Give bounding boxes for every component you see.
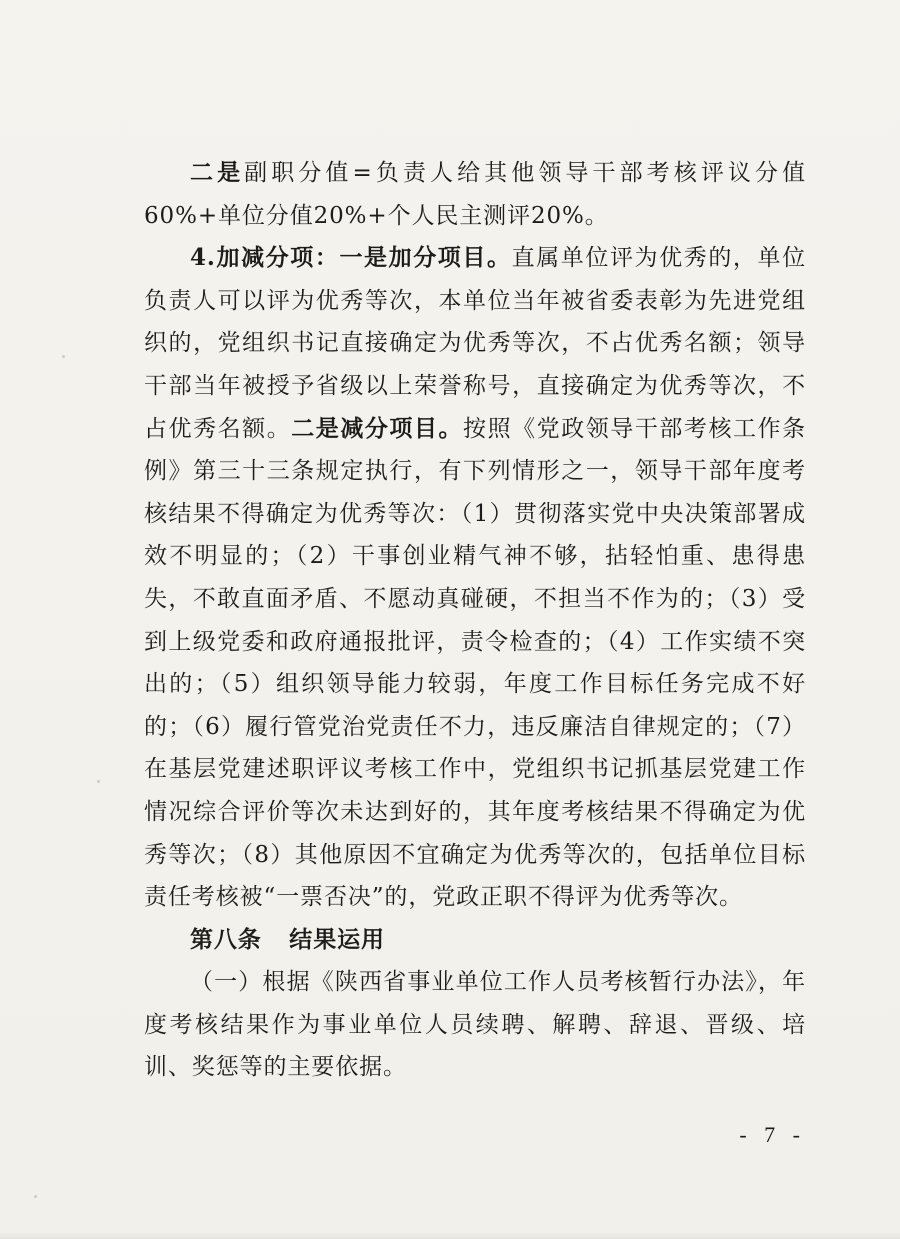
scan-speck: [97, 780, 100, 783]
paragraph-text: 按照《党政领导干部考核工作条例》第三十三条规定执行，有下列情形之一，领导干部年度考核结果不得确定为优秀等次：（1）贯彻落实党中央决策部署成效不明显的；（2）干事创业精气神不够，拈轻怕重、患得患失，不敢直面矛盾、不愿动真碰硬，不担当不作为的；（3）受到上级党委和政府通报批评，责令检查的；（4）工作实绩不突出的；（5）组织领导能力较弱，年度工作目标任务完成不好的；（6）履行管党治党责任不力，违反廉洁自律规定的；（7）在基层党建述职评议考核工作中，党组织书记抓基层党建工作情况综合评价等次未达到好的，其年度考核结果不得确定为优秀等次；（8）其他原因不宜确定为优秀等次的，包括单位目标责任考核被“一票否决”的，党政正职不得评为优秀等次。: [144, 415, 806, 911]
page-number: - 7 -: [739, 1122, 806, 1147]
article-title: 结果运用: [289, 925, 385, 953]
paragraph-lead: 二是: [190, 159, 245, 186]
article-label: 第八条: [190, 925, 262, 953]
paragraph-bonus-deduction: [144, 237, 806, 919]
scan-speck: [34, 1195, 37, 1198]
paragraph-text: 直属单位评为优秀的，单位负责人可以评为优秀等次，本单位当年被省委表彰为先进党组织的，党组织书记直接确定为优秀等次，不占优秀名额；领导干部当年被授予省级以上荣誉称号，直接确定为优秀等次，不占优秀名额。: [144, 245, 806, 442]
paragraph-text: 副职分值=负责人给其他领导干部考核评议分值60%+单位分值20%+个人民主测评20%。: [144, 160, 806, 229]
article-heading: [144, 919, 806, 962]
page-edge-shadow: [0, 1231, 900, 1239]
paragraph-lead: 二是减分项目。: [291, 414, 464, 442]
document-body: [144, 152, 806, 1089]
paragraph-deputy-score: [144, 152, 806, 237]
paragraph-text: （一）根据《陕西省事业单位工作人员考核暂行办法》，年度考核结果作为事业单位人员续聘、解聘、辞退、晋级、培训、奖惩等的主要依据。: [144, 969, 806, 1081]
paragraph-lead: 4.加减分项：一是加分项目。: [190, 244, 512, 272]
scan-speck: [62, 355, 65, 358]
paragraph-results-use: [144, 961, 806, 1089]
